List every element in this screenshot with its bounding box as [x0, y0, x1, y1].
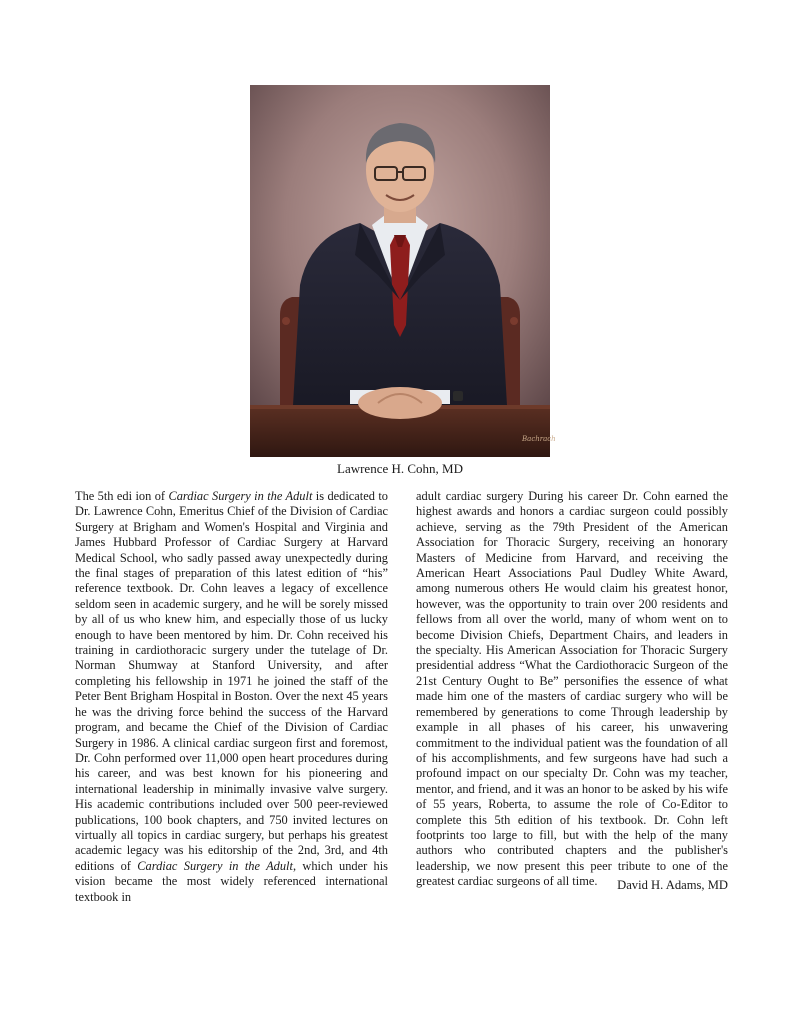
author-signature: David H. Adams, MD — [617, 878, 728, 892]
dedication-paragraph — [75, 489, 388, 905]
text-segment: , which under his vision became the most widely referenced international textbook in — [75, 858, 389, 904]
portrait-photo — [250, 85, 556, 457]
book-title: Cardiac Surgery in the Adult — [137, 858, 293, 873]
text-segment: The 5th edi ion of — [75, 489, 169, 503]
dedication-paragraph-continued: adult cardiac surgery During his career Dr. Cohn earned the highest awards and honors a cardiac surgeon could possibly achieve, serving as the 79th President of the American Association for Thoracic Surgery, receiving an honorary Masters of Medicine from Harvard, and receiving the American Heart Associations Paul Dudley White Award, among numerous others He would claim his greatest honor, however, was the opportunity to train over 200 residents and fellows from all over the world, many of whom went on to become Division Chiefs, Department Chairs, and leaders in the specialty. His American Association for Thoracic Surgery presidential address “What the Cardiothoracic Surgeon of the 21st Century Ought to Be” personifies the essence of what made him one of the masters of cardiac surgery who will be remembered by generations to come Through leadership by example in all phases of his career, his unwavering commitment to the individual patient was the foundation of all of his accomplishments, and few surgeons have had such a profound impact on our specialty Dr. Cohn was my teacher, mentor, and friend, and it was an honor to be asked by his wife of 55 years, Roberta, to assume the role of Co-Editor to complete this 5th edition of his textbook. Dr. Cohn left footprints too large to fill, but with the help of the many authors who contributed chapters and the publisher's leadership, we now present this peer tribute to one of the greatest cardiac surgeons of all time. — [416, 489, 728, 889]
svg-text:Bachrach: Bachrach — [522, 435, 556, 443]
book-title: Cardiac Surgery in the Adult — [168, 489, 313, 503]
dedication-text-column-right — [416, 489, 728, 890]
dedication-text-column-left — [75, 489, 388, 905]
text-segment: is dedicated to Dr. Lawrence Cohn, Emeritus Chief of the Division of Cardiac Surgery at Brigham and Women's Hospital and Virginia and James Hubbard Professor of Cardiac Surgery at Harvard Medical School, who sadly passed away unexpectedly during the final stages of preparation of this latest edition of “his” reference textbook. Dr. Cohn leaves a legacy of excellence seldom seen in academic surgery, and he will be sorely missed by all of us who knew him, and especially those of us lucky enough to have been mentored by him. Dr. Cohn received his training in cardiothoracic surgery under the tutelage of Dr. Norman Shumway at Stanford University, and after completing his fellowship in 1971 he joined the staff of the Peter Bent Brigham Hospital in Boston. Over the next 45 years he was the driving force behind the success of the Harvard program, and became the Chief of the Division of Cardiac Surgery in 1986. A clinical cardiac surgeon first and foremost, Dr. Cohn performed over 11,000 open heart procedures during his career, and was best known for his pioneering and international leadership in minimally invasive valve surgery. His academic contributions included over 500 peer-reviewed publications, 100 book chapters, and 750 invited lectures on virtually all topics in cardiac surgery, but perhaps his greatest academic legacy was his editorship of the 2nd, 3rd, and 4th editions of — [75, 489, 388, 873]
photo-caption: Lawrence H. Cohn, MD — [337, 461, 463, 476]
